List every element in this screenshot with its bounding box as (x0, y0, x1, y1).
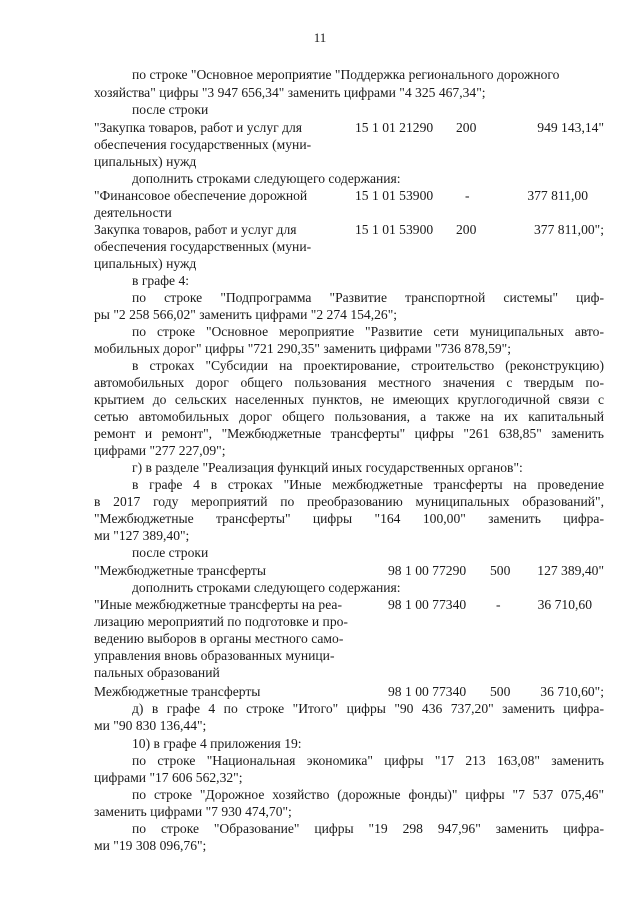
table-row (94, 119, 604, 136)
row-amount: 377 811,00 (527, 188, 588, 203)
table-row (94, 683, 604, 700)
text-line: цифрами "17 606 562,32"; (94, 770, 243, 785)
text-line: ми "127 389,40"; (94, 528, 190, 543)
row-name-continued: обеспечения государственных (муни- (94, 137, 312, 152)
text-line: по строке "Образование" цифры "19 298 947,96" заменить цифра- (132, 821, 604, 836)
row-amount: 36 710,60"; (540, 684, 604, 699)
row-name: "Межбюджетные трансферты (94, 563, 266, 578)
row-name: Закупка товаров, работ и услуг для (94, 222, 297, 237)
row-code: 15 1 01 53900 (355, 222, 434, 237)
text-line: "Межбюджетные трансферты" цифры "164 100,00" заменить цифра- (94, 511, 604, 526)
row-name-continued: управления вновь образованных муници- (94, 648, 335, 663)
table-row (94, 221, 604, 238)
row-name-continued: лизацию мероприятий по подготовке и про- (94, 614, 348, 629)
text-line: заменить цифрами "7 930 474,70"; (94, 804, 292, 819)
text-line: после строки (132, 545, 209, 560)
row-vr: 500 (490, 563, 511, 578)
text-line: в строках "Субсидии на проектирование, строительство (реконструкцию) (132, 358, 604, 373)
row-name: Межбюджетные трансферты (94, 684, 261, 699)
table-row (94, 596, 604, 613)
row-name: "Закупка товаров, работ и услуг для (94, 120, 303, 135)
text-line: крытием до сельских населенных пунктов, не имеющих круглогодичной связи с (94, 392, 604, 407)
row-name-continued: обеспечения государственных (муни- (94, 239, 312, 254)
text-line: по строке "Подпрограмма "Развитие транспортной системы" циф- (132, 290, 604, 305)
row-code: 98 1 00 77290 (388, 563, 467, 578)
text-line: ми "19 308 096,76"; (94, 838, 207, 853)
row-code: 15 1 01 21290 (355, 120, 434, 135)
row-name-continued: пальных образований (94, 665, 220, 680)
row-amount: 949 143,14" (537, 120, 604, 135)
text-line: в графе 4: (132, 273, 190, 288)
row-name: "Финансовое обеспечение дорожной (94, 188, 308, 203)
table-row (94, 562, 604, 579)
row-vr: 500 (490, 684, 511, 699)
text-line: по строке "Основное мероприятие "Поддержка регионального дорожного (132, 67, 560, 82)
row-amount: 36 710,60 (537, 597, 592, 612)
row-name-continued: ципальных) нужд (94, 154, 197, 169)
text-line: д) в графе 4 по строке "Итого" цифры "90 436 737,20" заменить цифра- (132, 701, 604, 716)
row-amount: 377 811,00"; (534, 222, 604, 237)
row-name-continued: деятельности (94, 205, 172, 220)
row-vr: 200 (456, 120, 477, 135)
row-name: "Иные межбюджетные трансферты на реа- (94, 597, 342, 612)
row-code: 98 1 00 77340 (388, 597, 467, 612)
text-line: дополнить строками следующего содержания: (132, 580, 401, 595)
text-line: ми "90 830 136,44"; (94, 718, 207, 733)
page-number: 11 (313, 30, 327, 45)
row-vr: - (496, 597, 501, 612)
text-line: в 2017 году мероприятий по преобразованию муниципальных образований", (94, 494, 604, 509)
text-line: хозяйства" цифры "3 947 656,34" заменить цифрами "4 325 467,34"; (94, 85, 486, 100)
row-name-continued: ведению выборов в органы местного само- (94, 631, 344, 646)
row-code: 98 1 00 77340 (388, 684, 467, 699)
row-vr: 200 (456, 222, 477, 237)
text-line: по строке "Дорожное хозяйство (дорожные фонды)" цифры "7 537 075,46" (132, 787, 604, 802)
text-line: дополнить строками следующего содержания: (132, 171, 401, 186)
text-line: сетью автомобильных дорог общего пользования, а также на их капитальный (94, 409, 604, 424)
text-line: в графе 4 в строках "Иные межбюджетные трансферты на проведение (132, 477, 604, 492)
text-line: цифрами "277 227,09"; (94, 443, 226, 458)
text-line: автомобильных дорог общего пользования местного значения с твердым по- (94, 375, 604, 390)
row-vr: - (465, 188, 470, 203)
text-line: после строки (132, 102, 209, 117)
text-line: по строке "Национальная экономика" цифры "17 213 163,08" заменить (132, 753, 604, 768)
text-line: г) в разделе "Реализация функций иных государственных органов": (132, 460, 523, 475)
row-amount: 127 389,40" (537, 563, 604, 578)
text-line: ры "2 258 566,02" заменить цифрами "2 274 154,26"; (94, 307, 398, 322)
row-name-continued: ципальных) нужд (94, 256, 197, 271)
table-row (94, 187, 604, 204)
text-line: по строке "Основное мероприятие "Развитие сети муниципальных авто- (132, 324, 604, 339)
text-line: 10) в графе 4 приложения 19: (132, 736, 302, 751)
text-line: мобильных дорог" цифры "721 290,35" заменить цифрами "736 878,59"; (94, 341, 511, 356)
text-line: ремонт и ремонт", "Межбюджетные трансферты" цифры "261 638,85" заменить (94, 426, 604, 441)
row-code: 15 1 01 53900 (355, 188, 434, 203)
